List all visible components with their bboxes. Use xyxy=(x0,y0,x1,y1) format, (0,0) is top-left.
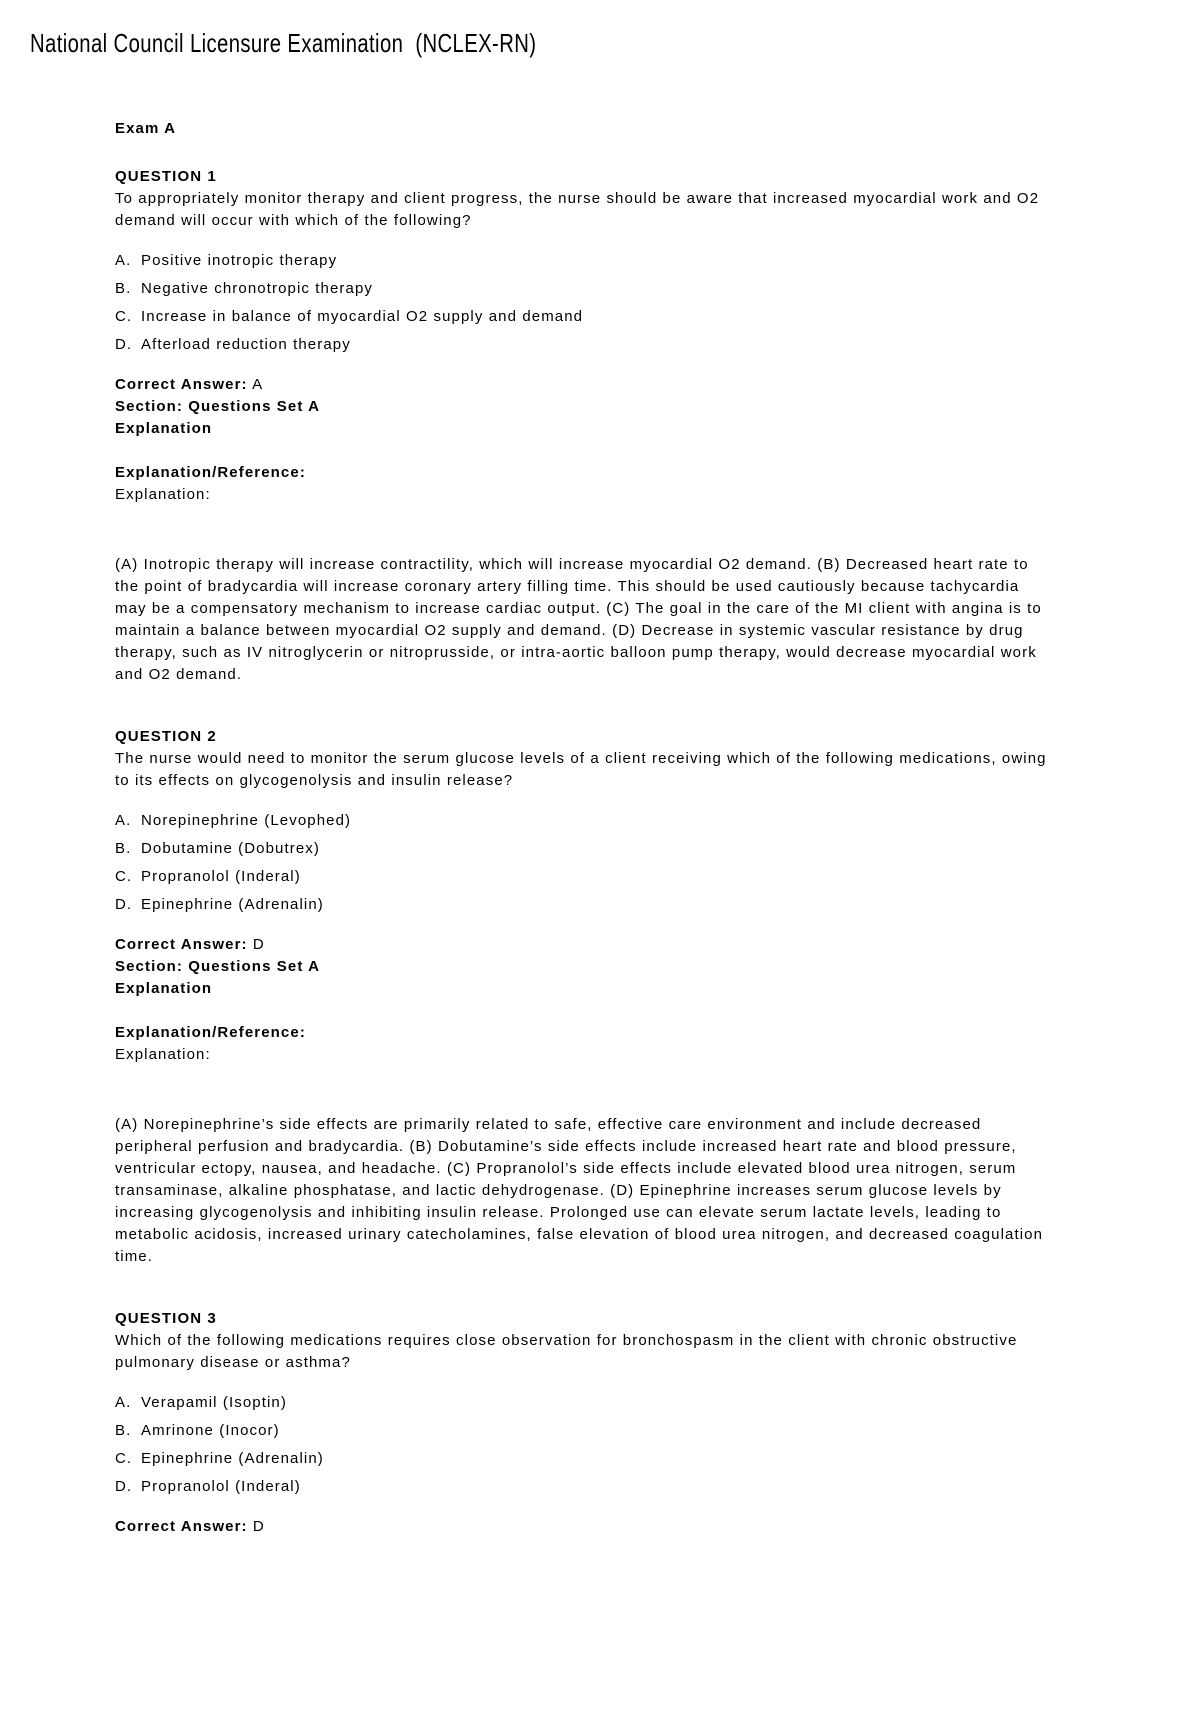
question-number: QUESTION 2 xyxy=(115,728,217,745)
option-letter: A. xyxy=(115,252,132,269)
exam-label: Exam A xyxy=(115,120,177,137)
option-letter: C. xyxy=(115,868,133,885)
question-block xyxy=(115,1308,1047,1538)
explanation-reference-block xyxy=(115,1022,1047,1066)
explanation-colon-label: Explanation: xyxy=(115,1046,211,1063)
explanation-heading: Explanation xyxy=(115,420,213,437)
options-list xyxy=(115,250,1047,356)
option-row xyxy=(115,1448,1047,1470)
correct-answer-line xyxy=(115,934,1047,956)
option-row xyxy=(115,1392,1047,1414)
option-letter: A. xyxy=(115,812,132,829)
correct-answer-label: Correct Answer: xyxy=(115,1518,248,1535)
correct-answer-label: Correct Answer: xyxy=(115,936,248,953)
option-letter: D. xyxy=(115,336,133,353)
answer-block xyxy=(115,934,1047,1000)
question-text: To appropriately monitor therapy and client progress, the nurse should be aware that increased myocardial work and O2 demand will occur with which of the following? xyxy=(115,190,1040,229)
correct-answer-label: Correct Answer: xyxy=(115,376,248,393)
correct-answer-value: A xyxy=(252,376,264,393)
option-row xyxy=(115,278,1047,300)
option-letter: A. xyxy=(115,1394,132,1411)
option-text: Propranolol (Inderal) xyxy=(141,1478,301,1495)
option-text: Epinephrine (Adrenalin) xyxy=(141,896,324,913)
section-value: Questions Set A xyxy=(188,958,321,975)
section-label: Section: xyxy=(115,398,183,415)
question-block xyxy=(115,166,1047,686)
option-letter: B. xyxy=(115,840,132,857)
options-list xyxy=(115,1392,1047,1498)
question-number: QUESTION 1 xyxy=(115,168,217,185)
correct-answer-line xyxy=(115,374,1047,396)
option-row xyxy=(115,810,1047,832)
option-row xyxy=(115,838,1047,860)
option-text: Increase in balance of myocardial O2 supply and demand xyxy=(141,308,584,325)
option-letter: C. xyxy=(115,1450,133,1467)
question-text: The nurse would need to monitor the serum glucose levels of a client receiving which of the following medications, owing to its effects on glycogenolysis and insulin release? xyxy=(115,750,1047,789)
document-title: National Council Licensure Examination (NCLEX-RN) xyxy=(30,28,537,58)
section-value: Questions Set A xyxy=(188,398,321,415)
option-text: Epinephrine (Adrenalin) xyxy=(141,1450,324,1467)
option-text: Afterload reduction therapy xyxy=(141,336,351,353)
option-letter: B. xyxy=(115,280,132,297)
option-letter: C. xyxy=(115,308,133,325)
explanation-reference-label: Explanation/Reference: xyxy=(115,1024,306,1041)
section-line xyxy=(115,956,1047,978)
option-text: Positive inotropic therapy xyxy=(141,252,338,269)
option-row xyxy=(115,894,1047,916)
answer-block xyxy=(115,374,1047,440)
question-text: Which of the following medications requires close observation for bronchospasm in the client with chronic obstructive pulmonary disease or asthma? xyxy=(115,1332,1018,1371)
document-page xyxy=(0,26,1190,1710)
option-text: Verapamil (Isoptin) xyxy=(141,1394,287,1411)
option-row xyxy=(115,1476,1047,1498)
questions-container xyxy=(115,166,1047,1538)
option-letter: B. xyxy=(115,1422,132,1439)
explanation-heading: Explanation xyxy=(115,980,213,997)
option-row xyxy=(115,306,1047,328)
correct-answer-line xyxy=(115,1516,1047,1538)
option-text: Dobutamine (Dobutrex) xyxy=(141,840,321,857)
question-number: QUESTION 3 xyxy=(115,1310,217,1327)
question-block xyxy=(115,726,1047,1268)
options-list xyxy=(115,810,1047,916)
option-row xyxy=(115,866,1047,888)
explanation-colon-label: Explanation: xyxy=(115,486,211,503)
explanation-reference-block xyxy=(115,462,1047,506)
option-row xyxy=(115,334,1047,356)
option-row xyxy=(115,1420,1047,1442)
correct-answer-value: D xyxy=(252,1518,265,1535)
section-label: Section: xyxy=(115,958,183,975)
explanation-text: (A) Norepinephrine’s side effects are primarily related to safe, effective care environment and include decreased peripheral perfusion and bradycardia. (B) Dobutamine’s side effects include increased heart rate and blood pressure, ventricular ectopy, nausea, and headache. (C) Propranolol’s side effects include elevated blood urea nitrogen, serum transaminase, alkaline phosphatase, and lactic dehydrogenase. (D) Epinephrine increases serum glucose levels by increasing glycogenolysis and inhibiting insulin release. Prolonged use can elevate serum lactate levels, leading to metabolic acidosis, increased urinary catecholamines, false elevation of blood urea nitrogen, and decreased coagulation time. xyxy=(115,1116,1044,1265)
option-text: Norepinephrine (Levophed) xyxy=(141,812,352,829)
answer-block xyxy=(115,1516,1047,1538)
explanation-reference-label: Explanation/Reference: xyxy=(115,464,306,481)
option-text: Amrinone (Inocor) xyxy=(141,1422,280,1439)
explanation-text: (A) Inotropic therapy will increase contractility, which will increase myocardial O2 demand. (B) Decreased heart rate to the point of bradycardia will increase coronary artery filling time. This should be used cautiously because tachycardia may be a compensatory mechanism to increase cardiac output. (C) The goal in the care of the MI client with angina is to maintain a balance between myocardial O2 supply and demand. (D) Decrease in systemic vascular resistance by drug therapy, such as IV nitroglycerin or nitroprusside, or intra-aortic balloon pump therapy, would decrease myocardial work and O2 demand. xyxy=(115,556,1042,683)
option-text: Propranolol (Inderal) xyxy=(141,868,301,885)
option-letter: D. xyxy=(115,1478,133,1495)
option-text: Negative chronotropic therapy xyxy=(141,280,374,297)
correct-answer-value: D xyxy=(252,936,265,953)
option-row xyxy=(115,250,1047,272)
section-line xyxy=(115,396,1047,418)
exam-content xyxy=(115,118,1047,1538)
option-letter: D. xyxy=(115,896,133,913)
